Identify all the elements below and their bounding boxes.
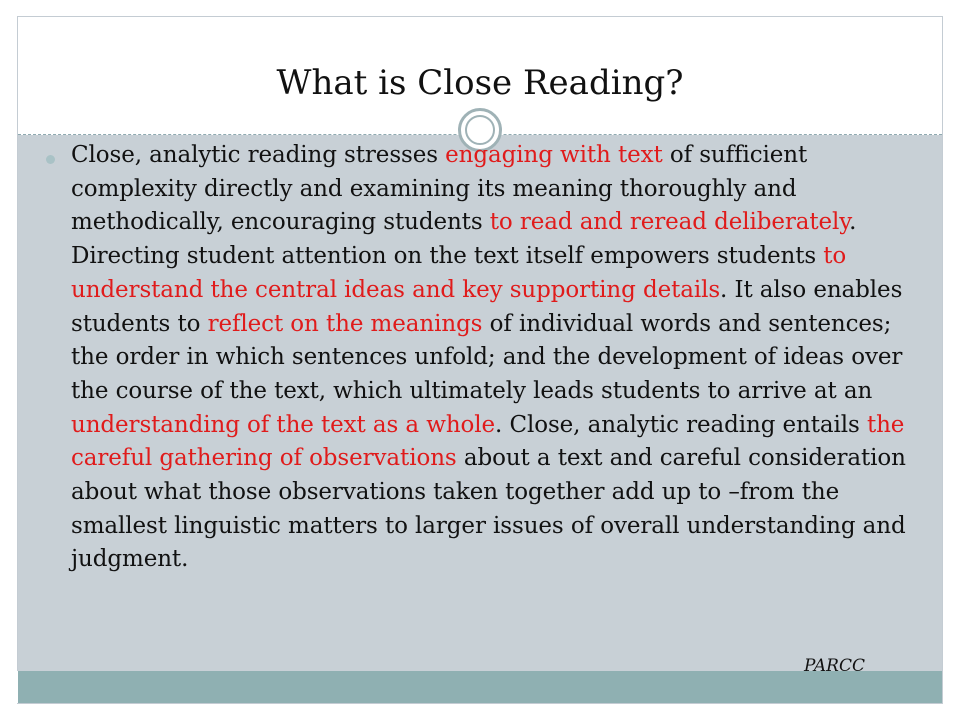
body-segment: of individual words and sentences; the order in which sentences unfold; and the development of ideas over the course of the text, which ultimately leads students to arrive at an bbox=[71, 310, 903, 404]
bottom-band-gap bbox=[0, 671, 18, 703]
body-paragraph bbox=[71, 139, 933, 577]
citation-label: PARCC bbox=[804, 656, 865, 676]
body-segment: . It also enables students to bbox=[71, 276, 903, 337]
bullet-icon bbox=[46, 155, 55, 164]
body-segment: Close, analytic reading stresses bbox=[71, 142, 446, 168]
body-highlight: understanding of the text as a whole bbox=[71, 411, 496, 438]
body-highlight: reflect on the meanings bbox=[207, 310, 483, 337]
slide-title: What is Close Reading? bbox=[276, 63, 684, 103]
body-segment: of sufficient complexity directly and examining its meaning thoroughly and methodically, encouraging students bbox=[71, 142, 808, 236]
body-segment: . Close, analytic reading entails bbox=[495, 411, 867, 438]
body-segment: about a text and careful consideration about what those observations taken together add up to –from the smallest linguistic matters to larger issues of overall understanding and judgment. bbox=[71, 445, 906, 573]
body-segment: . Directing student attention on the text itself empowers students bbox=[71, 209, 857, 270]
body-highlight: the careful gathering of observations bbox=[71, 411, 905, 472]
body-highlight: engaging with text bbox=[445, 142, 663, 168]
body-highlight: to read and reread deliberately bbox=[489, 209, 850, 236]
body-highlight: to understand the central ideas and key supporting details bbox=[71, 243, 847, 303]
